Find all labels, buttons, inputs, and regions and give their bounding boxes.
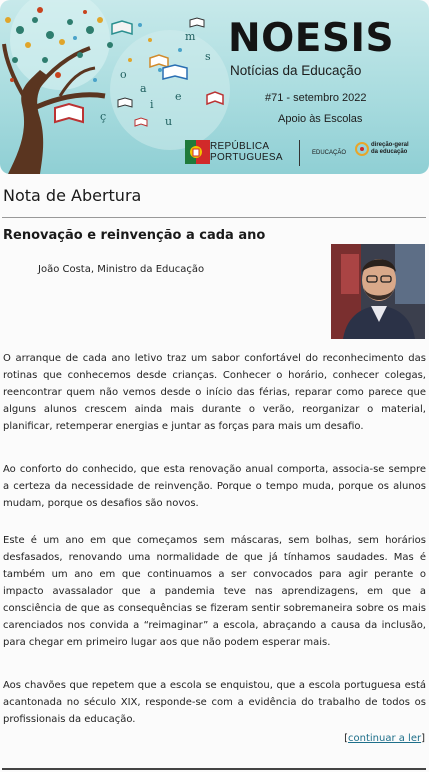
read-more-close-bracket: ] [421,733,425,744]
issue-number: #71 - setembro 2022 [265,92,367,104]
tagline: Apoio às Escolas [278,113,363,125]
read-more [344,733,425,744]
portrait-image [331,244,425,339]
newsletter-title: NOESIS [228,16,395,61]
svg-text:o: o [120,68,127,81]
footer-divider [2,768,426,770]
section-divider [2,217,426,218]
read-more-open-bracket: [ [344,733,348,744]
svg-text:e: e [175,90,182,103]
dge-line-1: direção-geral [371,142,409,148]
continue-reading-link[interactable]: continuar a ler [347,733,422,744]
newsletter-subtitle: Notícias da Educação [230,63,362,78]
article-headline: Renovação e reinvenção a cada ano [3,228,266,243]
svg-text:i: i [150,98,154,111]
logo-divider [299,140,300,166]
svg-text:m: m [185,30,196,43]
article-paragraph: Este é um ano em que começamos sem máscaras, sem bolhas, sem horários desfasados, renovando uma normalidade de que já tínhamos saudades. Mas é também um ano em que continuamos a ser convocados para agir perante o impacto avassalador que a pandemia teve nas aprendizagens, em que a consciência de que as consequências se fizeram sentir sobremaneira sobre os mais carenciados nos convida a “reimaginar” a escola, abraçando a causa da inclusão, para chegar em primeiro lugar aos que não podem esperar mais. [3,535,426,648]
rep-line-1: REPÚBLICA [210,141,270,152]
svg-text:ç: ç [100,110,107,123]
header-banner [0,0,429,174]
author-photo [331,244,425,339]
section-title: Nota de Abertura [3,186,142,205]
article-author: João Costa, Ministro da Educação [38,264,205,275]
dge-logo [371,142,409,156]
article-paragraph: Ao conforto do conhecido, que esta renovação anual comporta, associa-se sempre a certeza da necessidade de reinvenção. Porque o tempo muda, porque os alunos mudam, porque os desafios são novos. [3,464,426,509]
svg-text:a: a [140,82,147,95]
svg-text:u: u [165,115,173,128]
svg-text:s: s [205,50,211,63]
rep-line-2: PORTUGUESA [210,152,283,163]
republica-portuguesa-logo [210,141,283,163]
educacao-label: EDUCAÇÃO [312,150,347,156]
dge-line-2: da educação [371,149,408,155]
article-paragraph: Aos chavões que repetem que a escola se enquistou, que a escola portuguesa está acantonada no século XIX, responde-se com a evidência do trabalho de todos os profissionais da educação. [3,680,426,725]
article-paragraph: O arranque de cada ano letivo traz um sabor confortável do reconhecimento das rotinas que conhecemos desde crianças. Conhecer o horário, conhecer colegas, reencontrar quem não vemos desde o início das férias, reparar como parece que alguns alunos crescem ainda mais durante o verão, reorganizar o material, planificar, retemperar energias e juntar as forças para mais um desafio. [3,353,426,432]
